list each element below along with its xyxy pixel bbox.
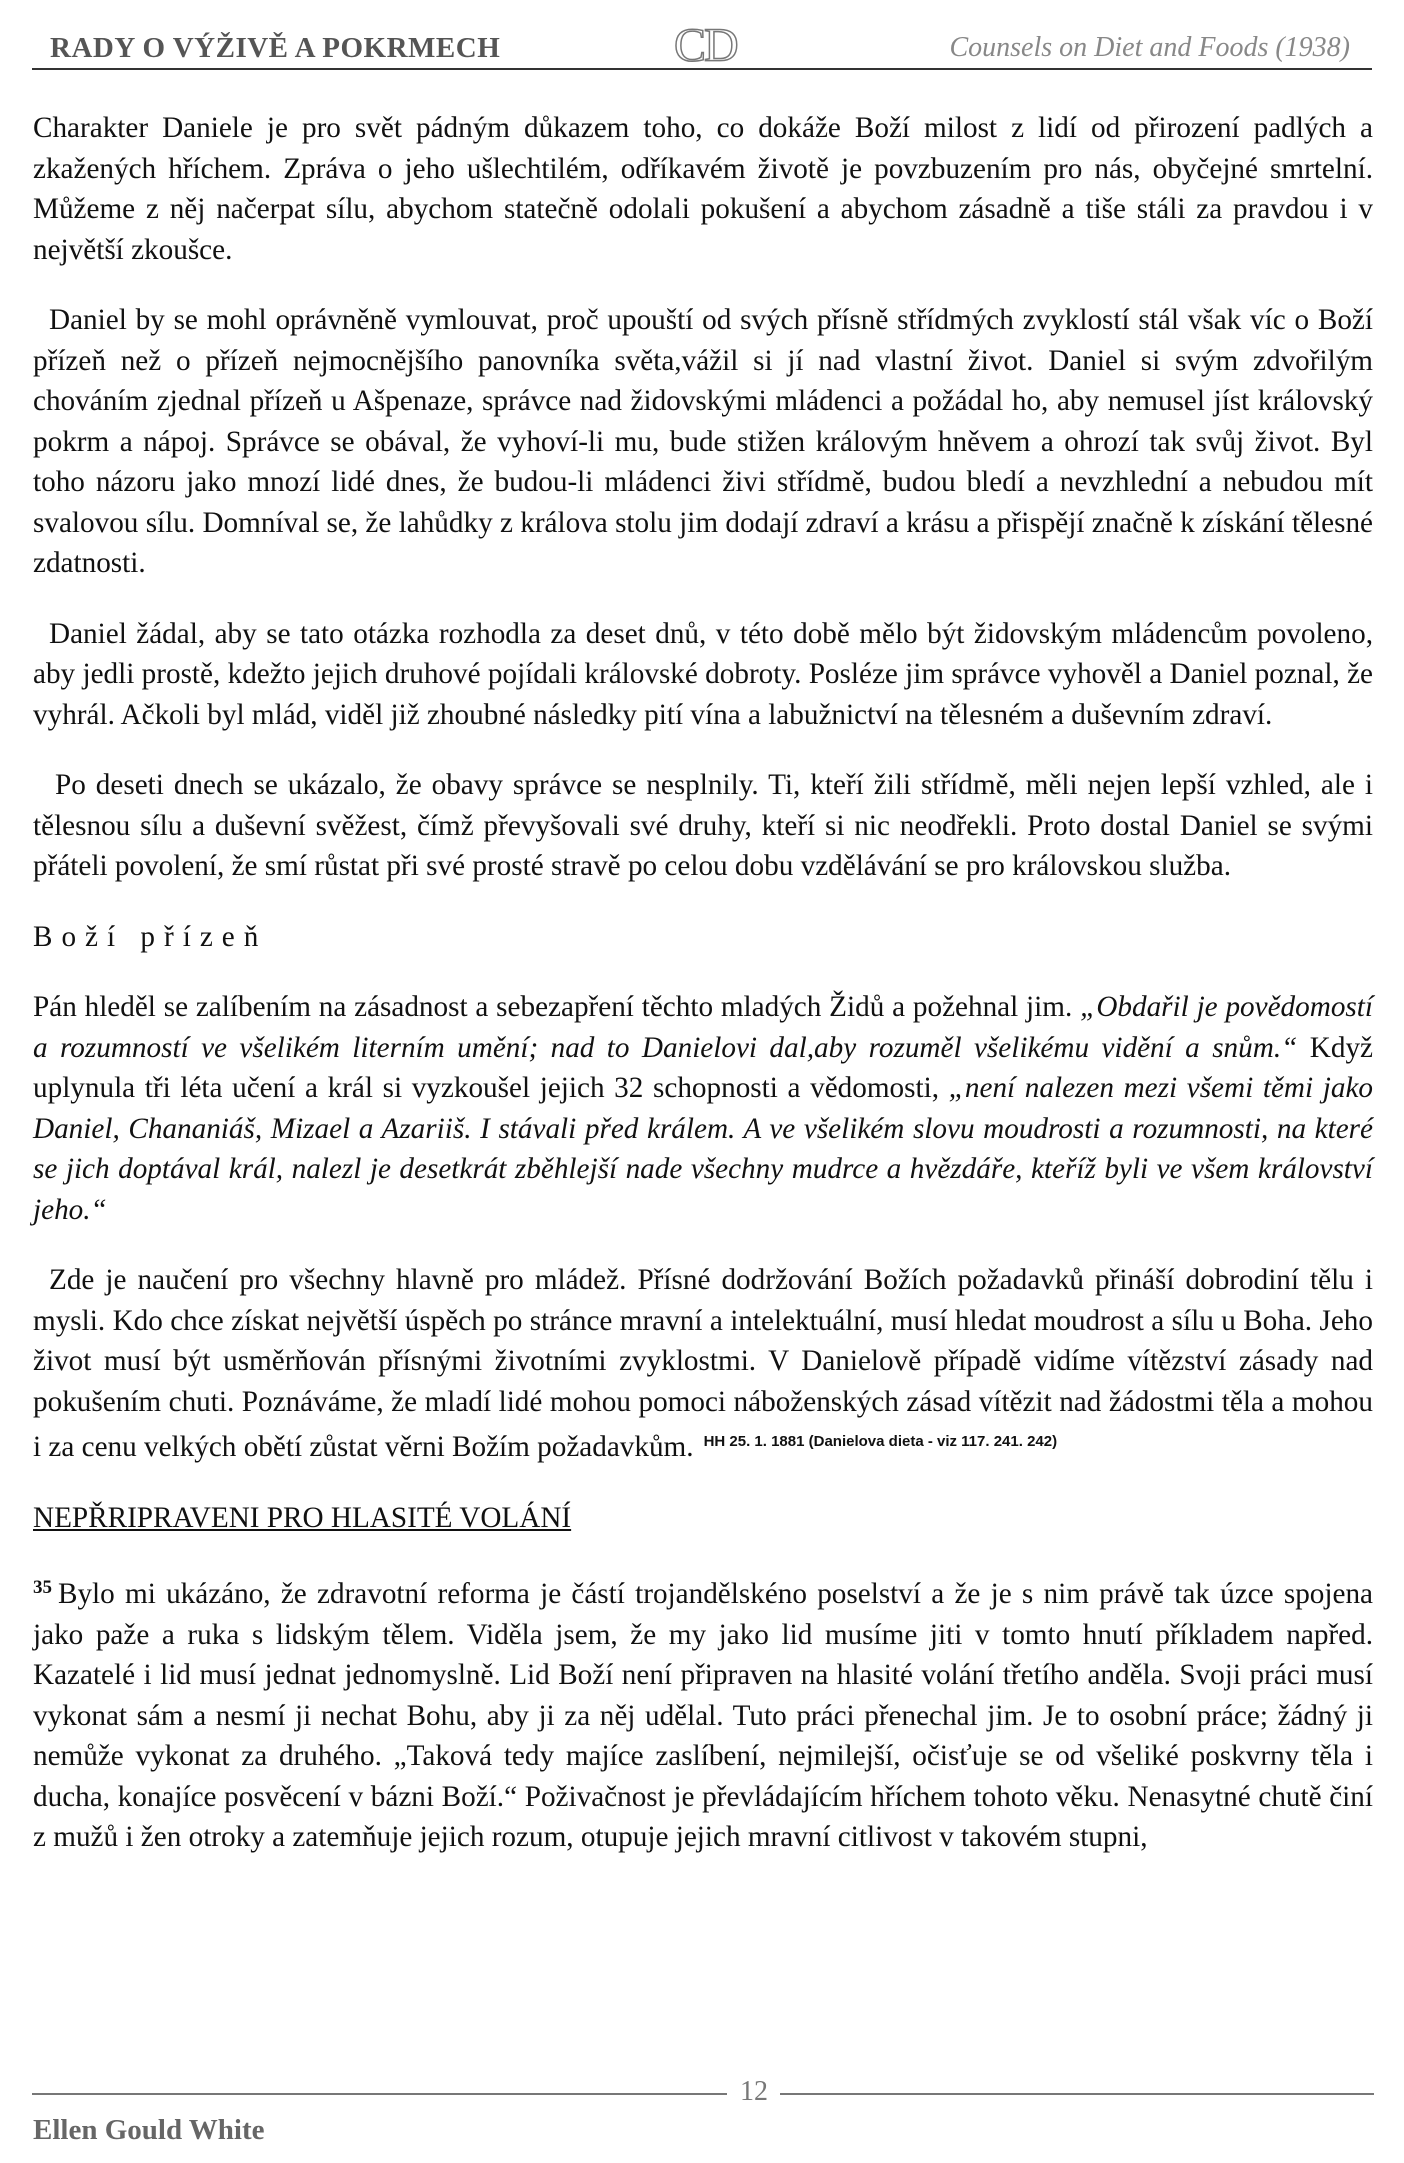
section-heading-bozi-prizen: Boží přízeň [33, 920, 268, 953]
reference-citation: HH 25. 1. 1881 (Danielova dieta - viz 117. 241. 242) [703, 1433, 1058, 1450]
paragraph-5-quote-1: „Obdařil je povědomostí a rozumností ve všelikém literním umění; nad to Danielovi dal,aby rozuměl všelikému vidění a snům.“ [33, 991, 1373, 1064]
page-body [33, 108, 1373, 1858]
paragraph-7-text: Bylo mi ukázáno, že zdravotní reforma je částí trojandělskéno poselství a že je s nim právě tak úzce spojena jako paže a ruka s lidským tělem. Viděla jsem, že my jako lid musíme jiti v tomto hnutí příkladem napřed. Kazatelé i lid musí jednat jednomyslně. Lid Boží není připraven na hlasité volání třetího anděla. Svoji práci musí vykonat sám a nesmí ji nechat Bohu, aby ji za něj udělal. Tuto práci přenechal jim. Je to osobní práce; žádný ji nemůže vykonat za druhého. „Taková tedy majíce zaslíbení, nejmilejší, očisťuje se od všeliké poskvrny těla i ducha, konajíce posvěcení v bázni Boží.“ Poživačnost je převládajícím hříchem tohoto věku. Nenasytné chutě činí z mužů i žen otroky a zatemňuje jejich rozum, otupuje jejich mravní citlivost v takovém stupni, [33, 1578, 1373, 1853]
footer-divider-right [780, 2093, 1374, 2095]
book-title-czech: RADY O VÝŽIVĚ A POKRMECH [50, 32, 501, 64]
paragraph-5-text-b: Když uplynula tři léta učení a král si vyzkoušel jejich 32 schopnosti a vědomosti, [33, 1031, 1373, 1104]
page-header [32, 14, 1372, 70]
paragraph-1: Charakter Daniele je pro svět pádným důkazem toho, co dokáže Boží milost z lidí od přirození padlých a zkažených hříchem. Zpráva o jeho ušlechtilém, odříkavém životě je povzbuzením pro nás, obyčejné smrtelní. Můžeme z něj načerpat sílu, abychom statečně odolali pokušení a abychom zásadně a tiše stáli za pravdou i v největší zkoušce. [33, 112, 1373, 266]
book-title-english: Counsels on Diet and Foods (1938) [949, 32, 1350, 63]
paragraph-number: 35 [33, 1577, 52, 1598]
paragraph-3: Daniel žádal, aby se tato otázka rozhodla za deset dnů, v této době mělo být židovským mládencům povoleno, aby jedli prostě, kdežto jejich druhové pojídali královské dobroty. Posléze jim správce vyhověl a Daniel poznal, že vyhrál. Ačkoli byl mlád, viděl již zhoubné následky pití vína a labužnictví na tělesném a duševním zdraví. [33, 617, 1373, 731]
paragraph-5-text-a: Pán hleděl se zalíbením na zásadnost a sebezapření těchto mladých Židů a požehnal jim. [33, 991, 1081, 1023]
paragraph-7 [33, 1568, 1373, 1858]
paragraph-2: Daniel by se mohl oprávněně vymlouvat, proč upouští od svých přísně střídmých zvyklostí stál však víc o Boží přízeň než o přízeň nejmocnějšího panovníka světa,vážil si jí nad vlastní život. Daniel si svým zdvořilým chováním zjednal přízeň u Ašpenaze, správce nad židovskými mládenci a požádal ho, aby nemusel jíst královský pokrm a nápoj. Správce se obával, že vyhoví-li mu, bude stižen královým hněvem a ohrozí tak svůj život. Byl toho názoru jako mnozí lidé dnes, že budou-li mládenci živi střídmě, budou bledí a nevzhlední a nebudou mít svalovou sílu. Domníval se, že lahůdky z králova stolu jim dodají zdraví a krásu a přispějí značně k získání tělesné zdatnosti. [33, 304, 1373, 579]
page-number: 12 [740, 2076, 768, 2107]
footer-divider-left [32, 2093, 727, 2095]
paragraph-6 [33, 1260, 1373, 1468]
section-heading-neripraveni: NEPŘRIPRAVENI PRO HLASITÉ VOLÁNÍ [33, 1501, 572, 1534]
author-name: Ellen Gould White [33, 2114, 265, 2146]
paragraph-6-text: Zde je naučení pro všechny hlavně pro mládež. Přísné dodržování Božích požadavků přináší dobrodiní tělu i mysli. Kdo chce získat největší úspěch po stránce mravní a intelektuální, musí hledat moudrost a sílu u Boha. Jeho život musí být usměrňován přísnými životními zvyklostmi. V Danielově případě vidíme vítězství zásady nad pokušením chuti. Poznáváme, že mladí lidé mohou pomoci náboženských zásad vítězit nad žádostmi těla a mohou i za cenu velkých obětí zůstat věrni Božím požadavkům. [33, 1264, 1373, 1463]
paragraph-4: Po deseti dnech se ukázalo, že obavy správce se nesplnily. Ti, kteří žili střídmě, měli nejen lepší vzhled, ale i tělesnou sílu a duševní svěžest, čímž převyšovali své druhy, kteří si nic neodřekli. Proto dostal Daniel se svými přáteli povolení, že smí růstat při své prosté stravě po celou dobu vzdělávání se pro královskou služba. [33, 769, 1373, 882]
paragraph-5-quote-2: „není nalezen mezi všemi těmi jako Daniel, Chananiáš, Mizael a Azariiš. I stávali před králem. A ve všelikém slovu moudrosti a rozumnosti, na které se jich doptával král, nalezl je desetkrát zběhlejší nade všechny mudrce a hvězdáře, kteříž byli ve všem království jeho.“ [33, 1072, 1373, 1226]
cd-logo: CD [674, 19, 737, 72]
paragraph-5 [33, 987, 1373, 1230]
